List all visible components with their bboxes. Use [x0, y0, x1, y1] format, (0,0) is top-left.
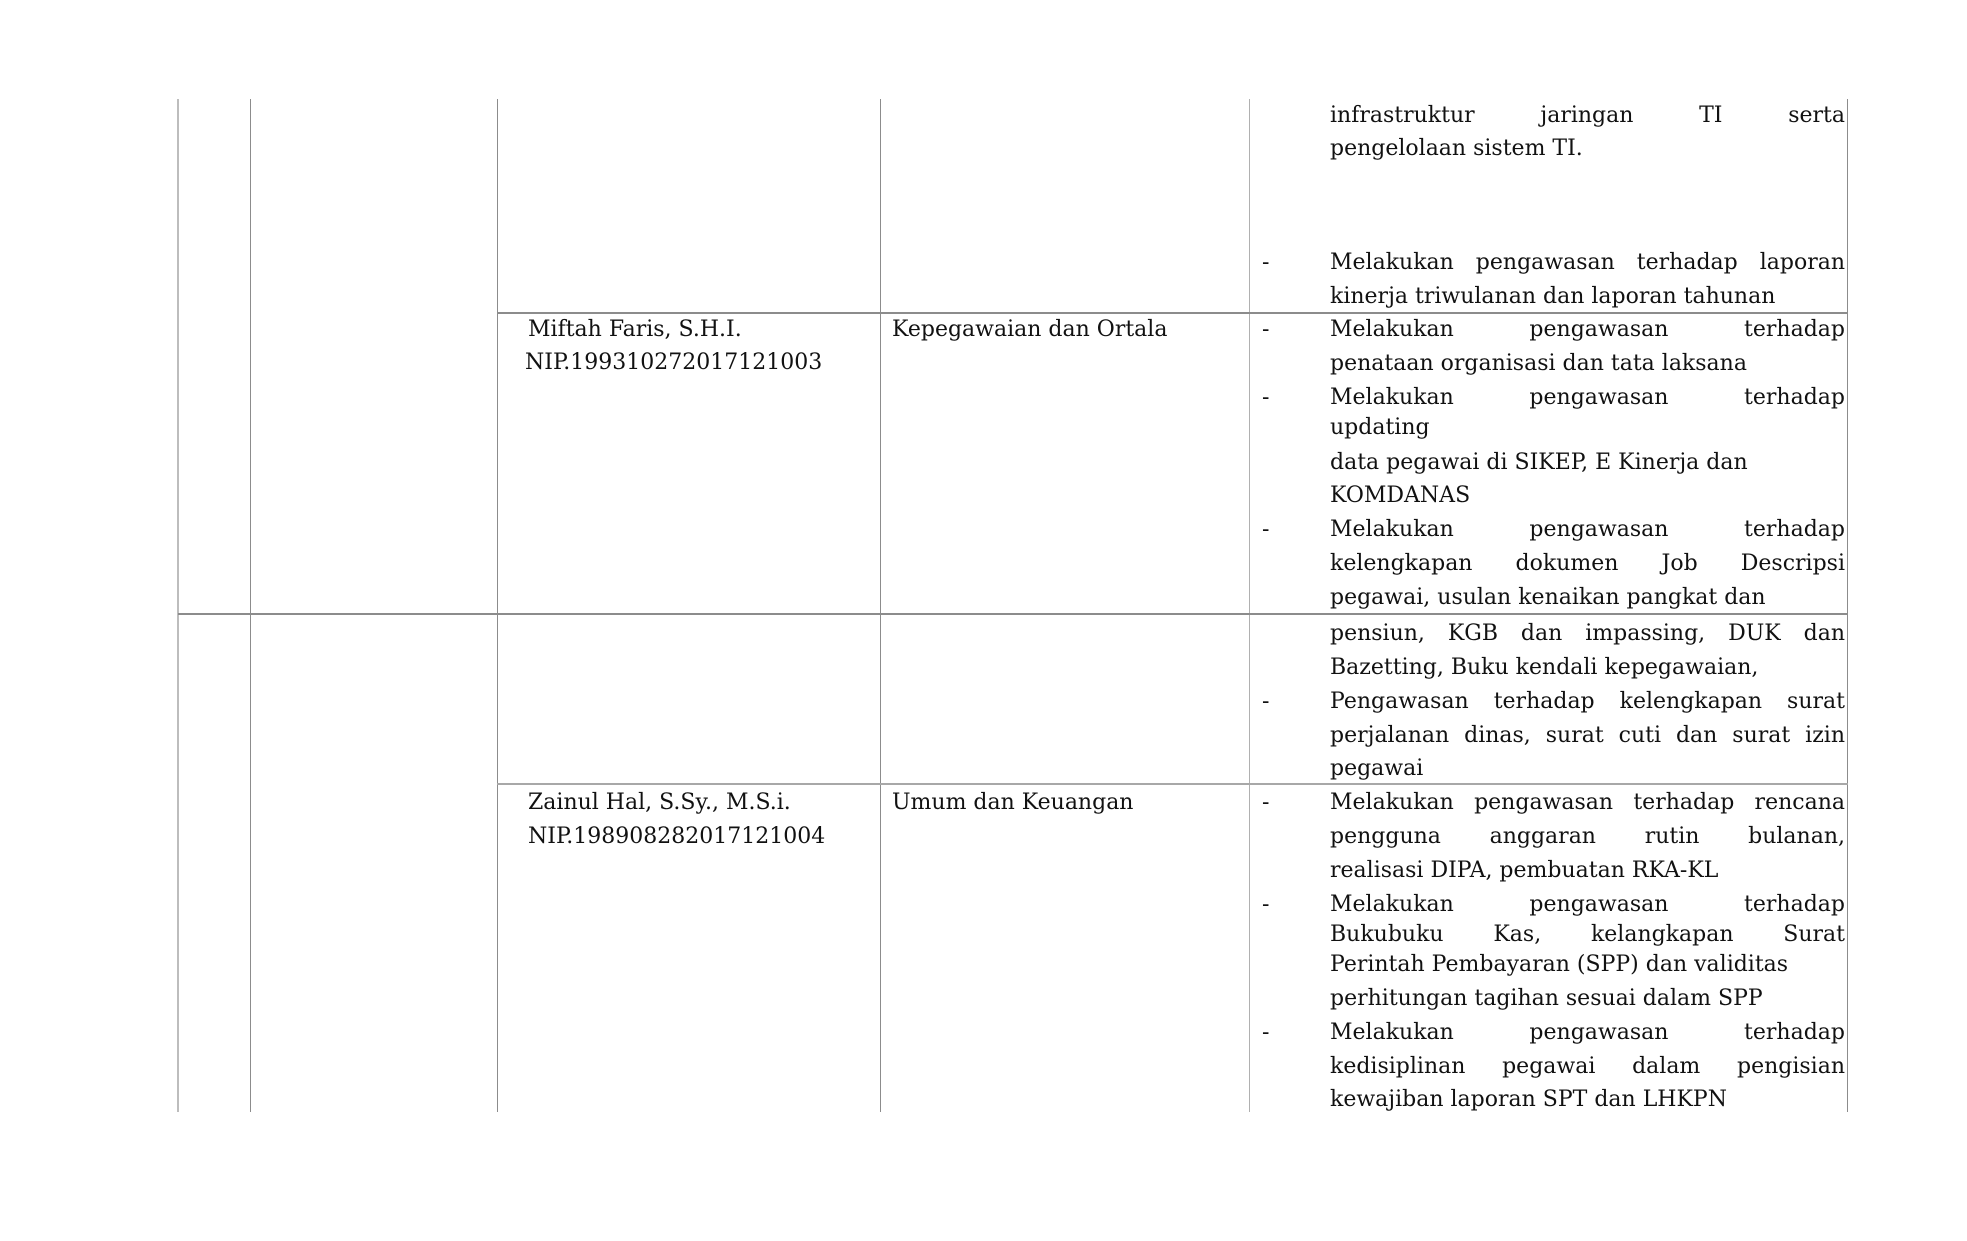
staff-name: Miftah Faris, S.H.I.	[528, 317, 742, 342]
staff-nip: NIP.198908282017121004	[528, 824, 826, 849]
duty-line: pensiun, KGB dan impassing, DUK dan	[1330, 621, 1845, 646]
bullet-dash: -	[1262, 517, 1270, 542]
duty-line: Melakukan pengawasan terhadap	[1330, 317, 1845, 342]
bullet-dash: -	[1262, 1020, 1270, 1045]
staff-name: Zainul Hal, S.Sy., M.S.i.	[528, 790, 791, 815]
bullet-dash: -	[1262, 385, 1270, 410]
duty-line: perhitungan tagihan sesuai dalam SPP	[1330, 986, 1763, 1011]
duty-line: Bazetting, Buku kendali kepegawaian,	[1330, 655, 1759, 680]
duty-line: Melakukan pengawasan terhadap	[1330, 517, 1845, 542]
duty-line: penataan organisasi dan tata laksana	[1330, 351, 1747, 376]
column-border-1	[177, 99, 179, 1112]
duty-line: Perintah Pembayaran (SPP) dan validitas	[1330, 952, 1789, 977]
duty-line: Melakukan pengawasan terhadap	[1330, 1020, 1845, 1045]
column-border-5	[1249, 99, 1250, 1112]
duty-line: realisasi DIPA, pembuatan RKA-KL	[1330, 858, 1719, 883]
duty-line: Melakukan pengawasan terhadap rencana	[1330, 790, 1845, 815]
duty-line: perjalanan dinas, surat cuti dan surat izin	[1330, 723, 1845, 748]
staff-field: Kepegawaian dan Ortala	[892, 317, 1168, 342]
bullet-dash: -	[1262, 892, 1270, 917]
bullet-dash: -	[1262, 790, 1270, 815]
staff-nip: NIP.199310272017121003	[525, 350, 823, 375]
bullet-dash: -	[1262, 317, 1270, 342]
bullet-dash: -	[1262, 689, 1270, 714]
duty-line: pengguna anggaran rutin bulanan,	[1330, 824, 1845, 849]
duty-line: infrastruktur jaringan TI serta	[1330, 103, 1845, 128]
duty-line: updating	[1330, 415, 1430, 440]
column-border-right	[1847, 99, 1848, 1112]
staff-field: Umum dan Keuangan	[892, 790, 1134, 815]
duty-line: kinerja triwulanan dan laporan tahunan	[1330, 284, 1776, 309]
column-border-4	[880, 99, 881, 1112]
duty-line: Melakukan pengawasan terhadap	[1330, 385, 1845, 410]
duty-line: kedisiplinan pegawai dalam pengisian	[1330, 1054, 1845, 1079]
duty-line: KOMDANAS	[1330, 483, 1471, 508]
duty-line: Pengawasan terhadap kelengkapan surat	[1330, 689, 1845, 714]
duty-line: pengelolaan sistem TI.	[1330, 136, 1583, 161]
column-border-3	[497, 99, 498, 1112]
duty-line: pegawai, usulan kenaikan pangkat dan	[1330, 585, 1766, 610]
duty-line: kelengkapan dokumen Job Descripsi	[1330, 551, 1845, 576]
bullet-dash: -	[1262, 250, 1270, 275]
duty-line: data pegawai di SIKEP, E Kinerja dan	[1330, 450, 1748, 475]
duty-line: Bukubuku Kas, kelangkapan Surat	[1330, 922, 1845, 947]
duty-line: pegawai	[1330, 756, 1424, 781]
column-border-2	[250, 99, 251, 1112]
duty-line: Melakukan pengawasan terhadap laporan	[1330, 250, 1845, 275]
duty-line: kewajiban laporan SPT dan LHKPN	[1330, 1087, 1727, 1112]
duty-line: Melakukan pengawasan terhadap	[1330, 892, 1845, 917]
